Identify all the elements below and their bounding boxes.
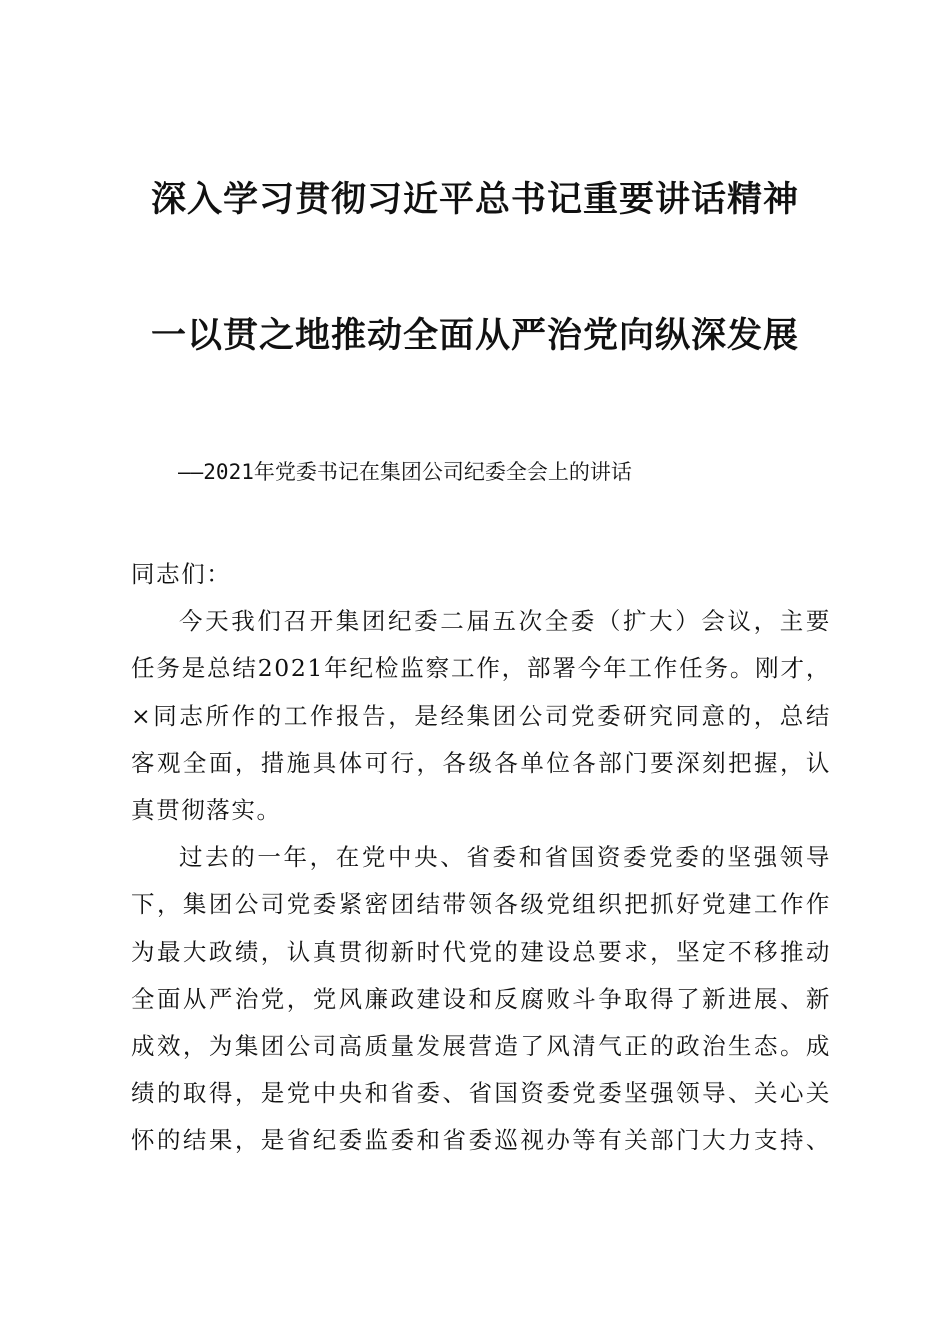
- paragraph-line: 全面从严治党，党风廉政建设和反腐败斗争取得了新进展、新: [131, 984, 831, 1013]
- paragraph-line: ×同志所作的工作报告，是经集团公司党委研究同意的，总结: [131, 701, 831, 730]
- paragraph-line: 真贯彻落实。: [131, 795, 282, 824]
- paragraph-line: 成效，为集团公司高质量发展营造了风清气正的政治生态。成: [131, 1031, 831, 1060]
- document-body: [131, 551, 831, 1164]
- paragraph-line: 过去的一年，在党中央、省委和省国资委党委的坚强领导: [179, 843, 831, 872]
- paragraph-line: 任务是总结2021年纪检监察工作，部署今年工作任务。刚才，: [131, 654, 831, 683]
- paragraph-2: [131, 834, 831, 1164]
- paragraph-line: 怀的结果，是省纪委监委和省委巡视办等有关部门大力支持、: [131, 1126, 831, 1155]
- paragraph-line: 今天我们召开集团纪委二届五次全委（扩大）会议，主要: [179, 607, 831, 636]
- salutation: 同志们：: [131, 560, 232, 588]
- document-subtitle: ——2021年党委书记在集团公司纪委全会上的讲话: [178, 460, 632, 484]
- document-title-line2: 一以贯之地推动全面从严治党向纵深发展: [150, 315, 799, 356]
- document-title-line1: 深入学习贯彻习近平总书记重要讲话精神: [150, 179, 799, 220]
- paragraph-line: 为最大政绩，认真贯彻新时代党的建设总要求，坚定不移推动: [131, 937, 831, 966]
- paragraph-line: 下，集团公司党委紧密团结带领各级党组织把抓好党建工作作: [131, 890, 831, 919]
- paragraph-line: 绩的取得，是党中央和省委、省国资委党委坚强领导、关心关: [131, 1079, 831, 1108]
- paragraph-line: 客观全面，措施具体可行，各级各单位各部门要深刻把握，认: [131, 748, 831, 777]
- paragraph-1: [131, 598, 831, 834]
